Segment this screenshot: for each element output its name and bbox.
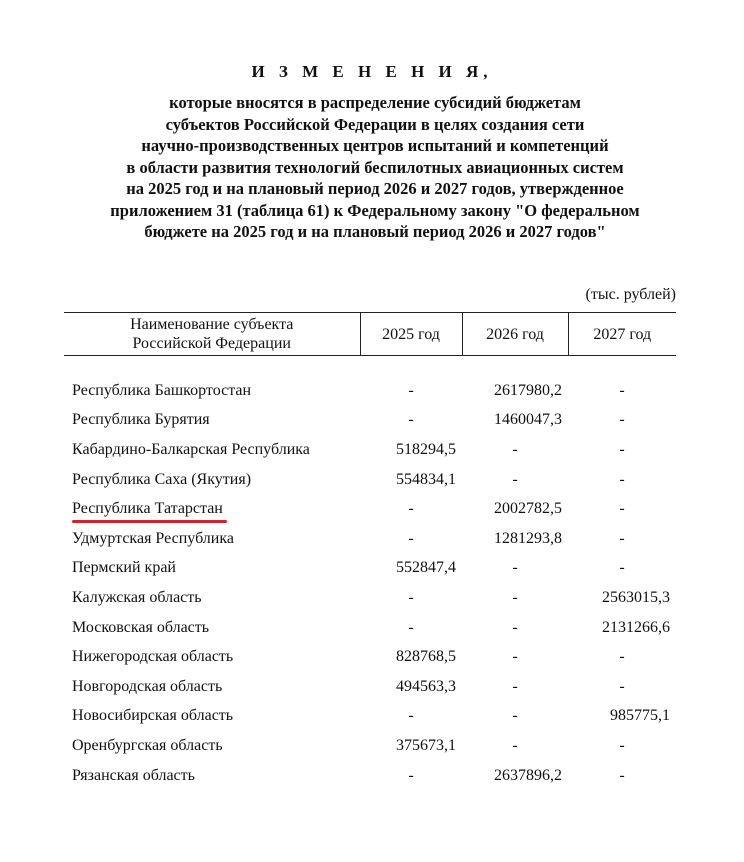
- table-row: [64, 376, 676, 406]
- region-name: Новгородская область: [72, 677, 223, 695]
- value-cell-2026: 2002782,5: [494, 500, 562, 518]
- header-2026: 2026 год: [462, 313, 568, 356]
- value-cell-2025: 375673,1: [396, 736, 456, 754]
- highlighted-region: [72, 500, 223, 518]
- value-cell-2027: -: [619, 648, 625, 666]
- table-row: [64, 702, 676, 732]
- subtitle-line: в области развития технологий беспилотных авиационных систем: [126, 157, 624, 177]
- value-cell-2026: 2617980,2: [494, 381, 562, 399]
- value-cell-2027: -: [619, 500, 625, 518]
- region-name-cell: [64, 731, 360, 761]
- value-cell-2027: -: [619, 381, 625, 399]
- document-title: И З М Е Н Е Н И Я,: [251, 62, 493, 81]
- header-2025: 2025 год: [360, 313, 462, 356]
- value-cell-2025: 552847,4: [396, 559, 456, 577]
- value-cell-2025: -: [408, 381, 414, 399]
- value-cell-2027: 2563015,3: [602, 588, 670, 606]
- table-row: [64, 494, 676, 524]
- table-row: [64, 672, 676, 702]
- value-cell-2026: -: [512, 736, 518, 754]
- header-2027: 2027 год: [568, 313, 676, 356]
- value-cell-2026: -: [512, 588, 518, 606]
- value-cell-2027: -: [619, 440, 625, 458]
- subtitle-line: на 2025 год и на плановый период 2026 и 2027 годов, утвержденное: [126, 179, 624, 198]
- region-name: Рязанская область: [72, 766, 195, 784]
- region-name-cell: [64, 761, 360, 791]
- table-spacer: [64, 356, 676, 377]
- region-name: Удмуртская Республика: [72, 529, 234, 547]
- region-name: Калужская область: [72, 588, 202, 606]
- region-name-cell: [64, 554, 360, 584]
- value-cell-2027: -: [619, 677, 625, 695]
- value-cell-2025: 518294,5: [396, 440, 456, 458]
- table-row: [64, 583, 676, 613]
- table-row: [64, 524, 676, 554]
- region-name: Нижегородская область: [72, 648, 234, 666]
- region-name: Республика Башкортостан: [72, 381, 252, 399]
- value-cell-2025: -: [408, 588, 414, 606]
- table-row: [64, 731, 676, 761]
- value-cell-2026: -: [512, 470, 518, 488]
- value-cell-2026: -: [512, 618, 518, 636]
- table-header-row: [64, 313, 676, 356]
- region-name: Кабардино-Балкарская Республика: [72, 440, 310, 458]
- value-cell-2025: -: [408, 766, 414, 784]
- value-cell-2026: -: [512, 559, 518, 577]
- value-cell-2026: -: [512, 648, 518, 666]
- value-cell-2027: -: [619, 529, 625, 547]
- region-name-cell: [64, 494, 360, 524]
- region-name-cell: [64, 465, 360, 495]
- red-underline-mark: [72, 520, 227, 523]
- table-row: [64, 406, 676, 436]
- value-cell-2026: 1281293,8: [494, 529, 562, 547]
- value-cell-2026: 1460047,3: [494, 411, 562, 429]
- header-region-line2: Российской Федерации: [132, 335, 291, 352]
- region-name-cell: [64, 524, 360, 554]
- subtitle-line: бюджете на 2025 год и на плановый период 2026 и 2027 годов": [144, 222, 606, 241]
- value-cell-2027: -: [619, 559, 625, 577]
- region-name-cell: [64, 583, 360, 613]
- region-name-cell: [64, 376, 360, 406]
- value-cell-2027: -: [619, 470, 625, 488]
- table-row: [64, 465, 676, 495]
- table-row: [64, 613, 676, 643]
- value-cell-2027: -: [619, 736, 625, 754]
- region-name: Республика Саха (Якутия): [72, 470, 252, 488]
- subsidy-table-container: [64, 312, 676, 790]
- value-cell-2026: -: [512, 440, 518, 458]
- region-name: Республика Бурятия: [72, 411, 210, 429]
- region-name-cell: [64, 406, 360, 436]
- value-cell-2025: -: [408, 500, 414, 518]
- value-cell-2027: -: [619, 411, 625, 429]
- value-cell-2026: -: [512, 707, 518, 725]
- region-name-cell: [64, 672, 360, 702]
- table-row: [64, 554, 676, 584]
- region-name-cell: [64, 702, 360, 732]
- region-name-cell: [64, 435, 360, 465]
- table-row: [64, 642, 676, 672]
- table-row: [64, 761, 676, 791]
- table-row: [64, 435, 676, 465]
- region-name: Московская область: [72, 618, 210, 636]
- subtitle-line: которые вносятся в распределение субсидий бюджетам: [169, 93, 581, 112]
- value-cell-2025: -: [408, 618, 414, 636]
- value-cell-2025: 554834,1: [396, 470, 456, 488]
- value-cell-2025: -: [408, 529, 414, 547]
- value-cell-2027: 985775,1: [610, 707, 670, 725]
- units-note: (тыс. рублей): [585, 286, 676, 303]
- value-cell-2027: 2131266,6: [602, 618, 670, 636]
- table-body: [64, 356, 676, 791]
- subtitle-line: субъектов Российской Федерации в целях создания сети: [165, 114, 585, 134]
- header-region-line1: Наименование субъекта: [130, 316, 294, 333]
- region-name-cell: [64, 642, 360, 672]
- region-name-cell: [64, 613, 360, 643]
- value-cell-2026: -: [512, 677, 518, 695]
- region-name: Оренбургская область: [72, 736, 223, 754]
- region-name: Республика Татарстан: [72, 500, 223, 518]
- region-name: Пермский край: [72, 559, 176, 577]
- document-subtitle: [40, 92, 710, 243]
- header-region-name: [64, 313, 360, 356]
- subsidy-table: [64, 312, 676, 790]
- subtitle-line: приложением 31 (таблица 61) к Федеральному закону "О федеральном: [110, 200, 640, 220]
- value-cell-2027: -: [619, 766, 625, 784]
- value-cell-2025: -: [408, 707, 414, 725]
- value-cell-2026: 2637896,2: [494, 766, 562, 784]
- value-cell-2025: -: [408, 411, 414, 429]
- value-cell-2025: 828768,5: [396, 648, 456, 666]
- region-name: Новосибирская область: [72, 707, 234, 725]
- subtitle-line: научно-производственных центров испытаний и компетенций: [141, 136, 609, 155]
- value-cell-2025: 494563,3: [396, 677, 456, 695]
